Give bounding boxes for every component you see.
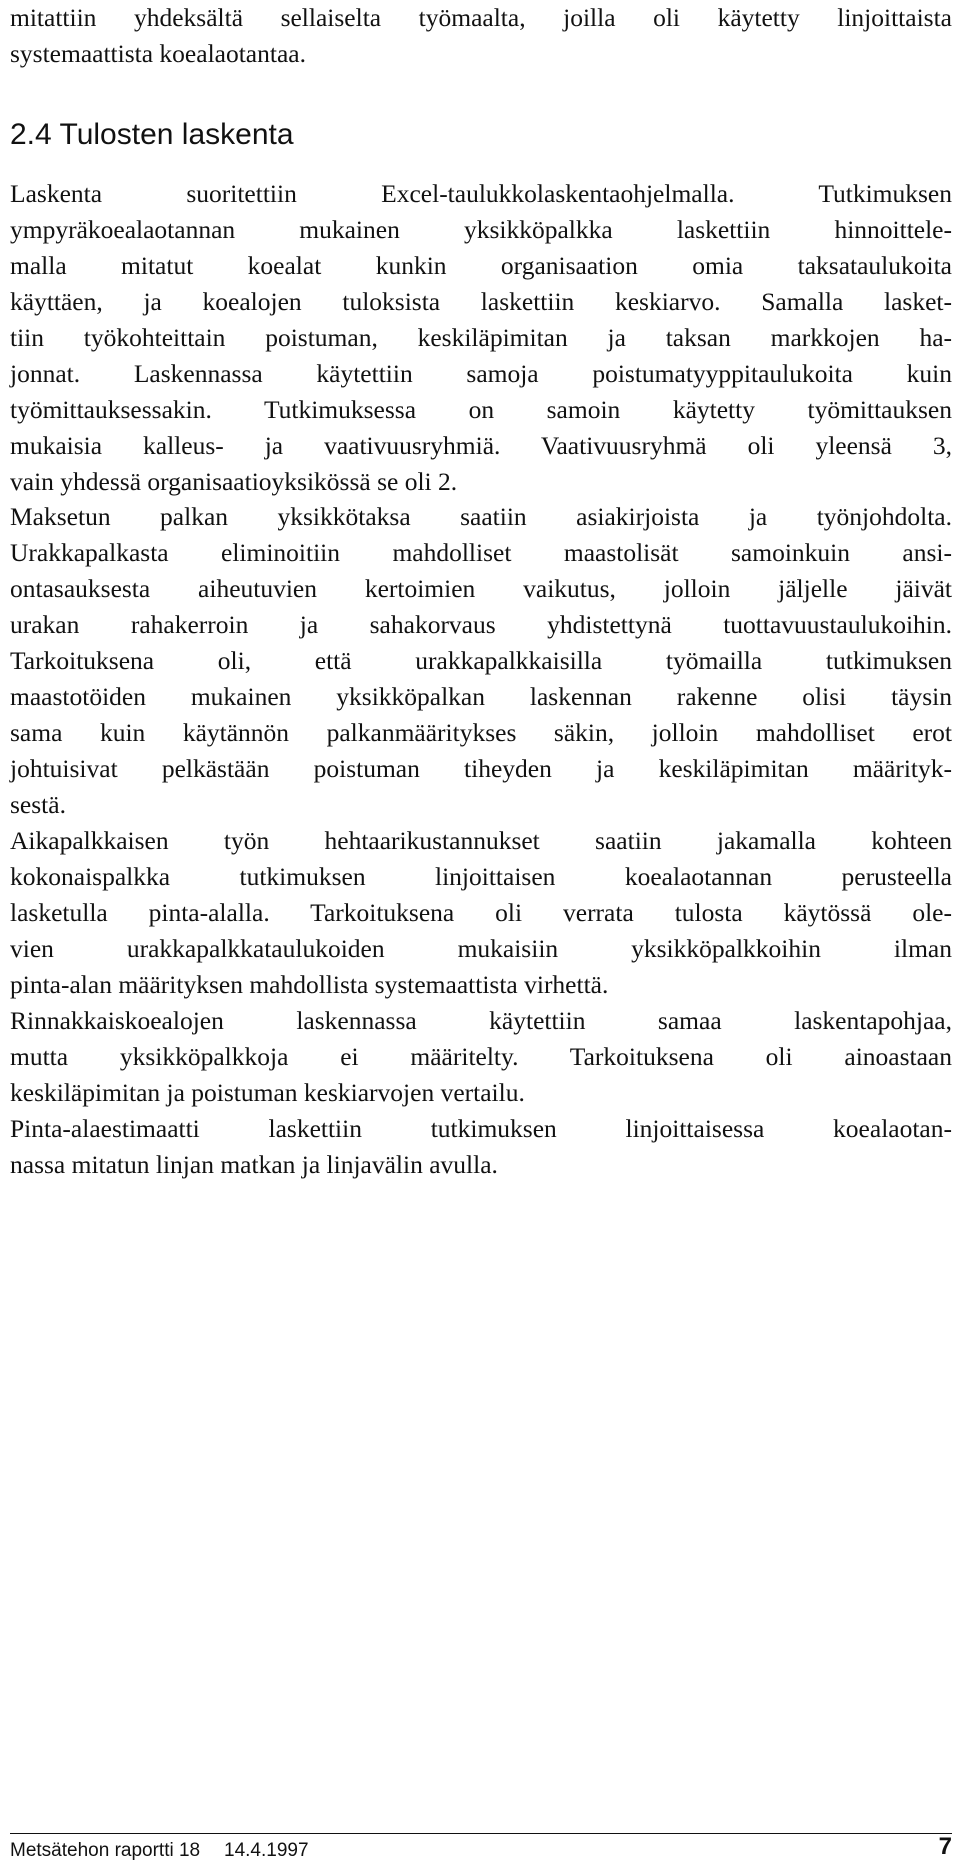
text-line: johtuisivat pelkästään poistuman tiheyden ja keskiläpimitan määrityk-	[10, 754, 952, 783]
intro-paragraph	[10, 0, 952, 72]
text-line: kokonaispalkka tutkimuksen linjoittaisen koealaotannan perusteella	[10, 862, 952, 891]
report-title: Metsätehon raportti 18	[10, 1840, 201, 1861]
text-line: mukaisia kalleus- ja vaativuusryhmiä. Vaativuusryhmä oli yleensä 3,	[10, 431, 952, 460]
text-line: Pinta-alaestimaatti laskettiin tutkimuksen linjoittaisessa koealaotan-	[10, 1114, 952, 1143]
footer-divider	[10, 1833, 952, 1834]
text-line: systemaattista koealaotantaa.	[10, 39, 306, 68]
text-line: malla mitatut koealat kunkin organisaation omia taksataulukoita	[10, 251, 952, 280]
page-footer	[10, 1833, 952, 1864]
text-line: mitattiin yhdeksältä sellaiselta työmaalta, joilla oli käytetty linjoittaista	[10, 3, 952, 32]
text-line: keskiläpimitan ja poistuman keskiarvojen vertailu.	[10, 1078, 525, 1107]
text-line: Maksetun palkan yksikkötaksa saatiin asiakirjoista ja työnjohdolta.	[10, 502, 952, 531]
paragraph-area-estimate	[10, 1111, 952, 1183]
text-line: maastotöiden mukainen yksikköpalkan laskennan rakenne olisi täysin	[10, 682, 952, 711]
text-line: lasketulla pinta-alalla. Tarkoituksena oli verrata tulosta käytössä ole-	[10, 898, 952, 927]
text-line: Laskenta suoritettiin Excel-taulukkolaskentaohjelmalla. Tutkimuksen	[10, 179, 952, 208]
paragraph-parallel-plots	[10, 1003, 952, 1111]
text-line: pinta-alan määrityksen mahdollista systemaattista virhettä.	[10, 970, 609, 999]
text-line: Rinnakkaiskoealojen laskennassa käytettiin samaa laskentapohjaa,	[10, 1006, 952, 1035]
page-number: 7	[938, 1833, 952, 1860]
text-line: jonnat. Laskennassa käytettiin samoja poistumatyyppitaulukoita kuin	[10, 359, 952, 388]
text-line: ontasauksesta aiheutuvien kertoimien vaikutus, jolloin jäljelle jäivät	[10, 574, 952, 603]
text-line: Tarkoituksena oli, että urakkapalkkaisilla työmailla tutkimuksen	[10, 646, 952, 675]
text-line: urakan rahakerroin ja sahakorvaus yhdistettynä tuottavuustaulukoihin.	[10, 610, 952, 639]
text-line: vain yhdessä organisaatioyksikössä se oli 2.	[10, 467, 458, 496]
text-line: sama kuin käytännön palkanmääritykses säkin, jolloin mahdolliset erot	[10, 718, 952, 747]
paragraph-hourly-wage	[10, 823, 952, 1003]
document-page	[10, 0, 952, 1871]
section-heading: 2.4 Tulosten laskenta	[10, 118, 294, 151]
text-line: vien urakkapalkkataulukoiden mukaisiin yksikköpalkkoihin ilman	[10, 934, 952, 963]
text-line: tiin työkohteittain poistuman, keskiläpimitan ja taksan markkojen ha-	[10, 323, 952, 352]
text-line: ympyräkoealaotannan mukainen yksikköpalkka laskettiin hinnoittele-	[10, 215, 952, 244]
text-line: käyttäen, ja koealojen tuloksista laskettiin keskiarvo. Samalla lasket-	[10, 287, 952, 316]
text-line: nassa mitatun linjan matkan ja linjavälin avulla.	[10, 1150, 498, 1179]
text-line: Aikapalkkaisen työn hehtaarikustannukset saatiin jakamalla kohteen	[10, 826, 952, 855]
text-line: työmittauksessakin. Tutkimuksessa on samoin käytetty työmittauksen	[10, 395, 952, 424]
report-date: 14.4.1997	[224, 1840, 309, 1861]
text-line: mutta yksikköpalkkoja ei määritelty. Tarkoituksena oli ainoastaan	[10, 1042, 952, 1071]
paragraph-calculation	[10, 176, 952, 500]
paragraph-piece-rate	[10, 499, 952, 823]
text-line: Urakkapalkasta eliminoitiin mahdolliset maastolisät samoinkuin ansi-	[10, 538, 952, 567]
text-line: sestä.	[10, 790, 66, 819]
